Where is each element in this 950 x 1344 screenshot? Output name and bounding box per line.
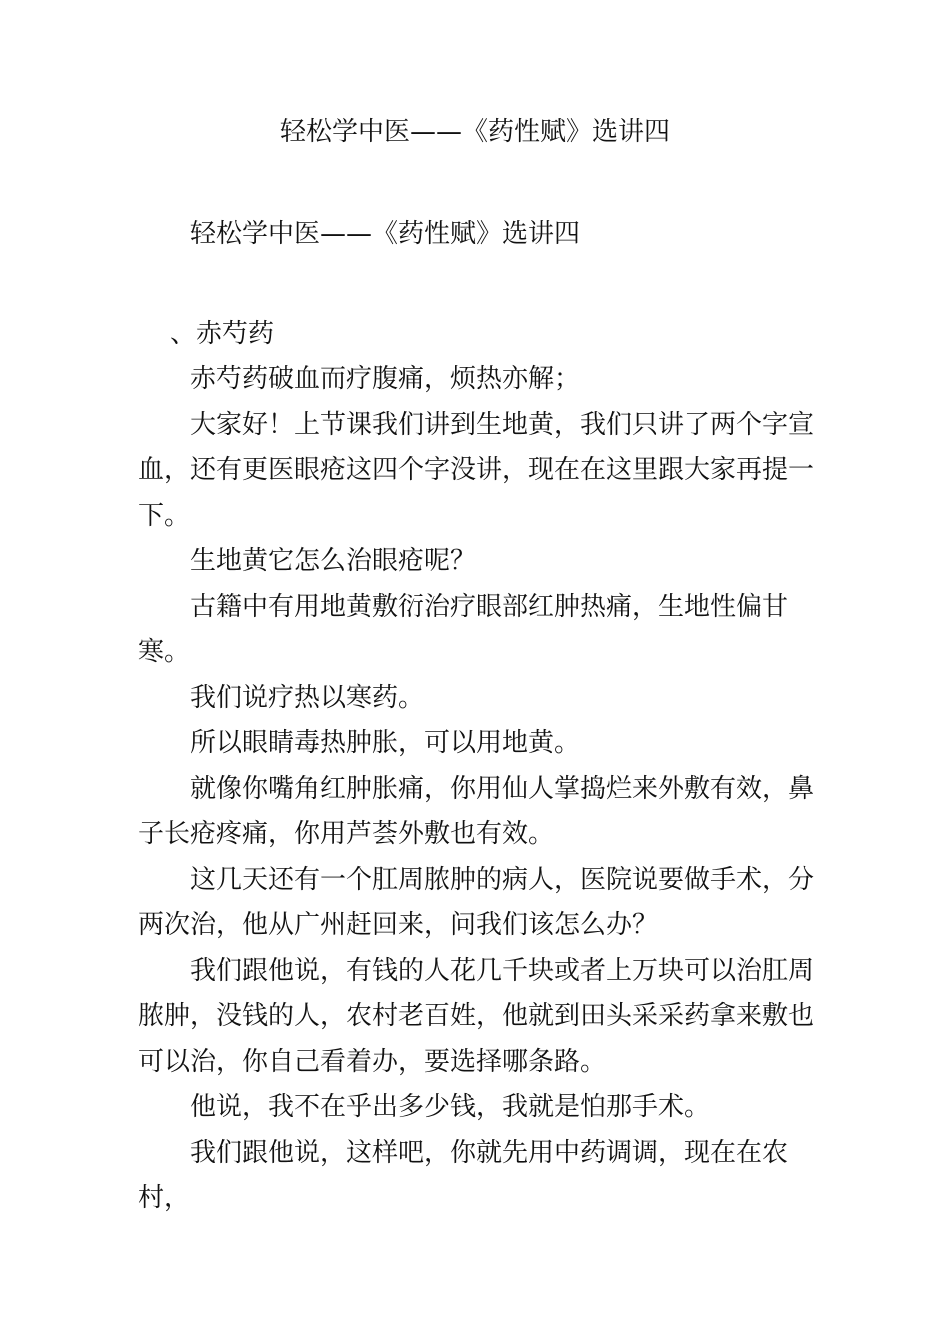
spacer [138, 258, 818, 312]
paragraph: 这几天还有一个肛周脓肿的病人，医院说要做手术，分两次治，他从广州赶回来，问我们该怎么办？ [138, 864, 815, 940]
paragraph: 就像你嘴角红肿胀痛，你用仙人掌捣烂来外敷有效，鼻子长疮疼痛，你用芦荟外敷也有效。 [138, 773, 815, 849]
paragraph: 大家好！上节课我们讲到生地黄，我们只讲了两个字宣血，还有更医眼疮这四个字没讲，现在在这里跟大家再提一下。 [138, 409, 815, 531]
paragraph: 他说，我不在乎出多少钱，我就是怕那手术。 [190, 1092, 711, 1122]
paragraph: 赤芍药破血而疗腹痛，烦热亦解； [190, 364, 581, 394]
paragraph: 我们说疗热以寒药。 [190, 682, 425, 713]
paragraph: 生地黄它怎么治眼疮呢？ [190, 546, 477, 576]
document-subtitle: 轻松学中医——《药性赋》选讲四 [190, 219, 581, 249]
paragraph: 古籍中有用地黄敷衍治疗眼部红肿热痛，生地性偏甘寒。 [138, 591, 789, 667]
document-body [138, 212, 818, 1222]
document-title: 轻松学中医——《药性赋》选讲四 [279, 117, 670, 147]
paragraph: 所以眼睛毒热肿胀，可以用地黄。 [190, 728, 581, 758]
section-heading: 、赤芍药 [170, 318, 275, 349]
paragraph: 我们跟他说，这样吧，你就先用中药调调，现在在农村， [138, 1137, 789, 1213]
paragraph: 我们跟他说，有钱的人花几千块或者上万块可以治肛周脓肿，没钱的人，农村老百姓，他就到田头采采药拿来敷也可以治，你自己看着办，要选择哪条路。 [138, 955, 815, 1077]
